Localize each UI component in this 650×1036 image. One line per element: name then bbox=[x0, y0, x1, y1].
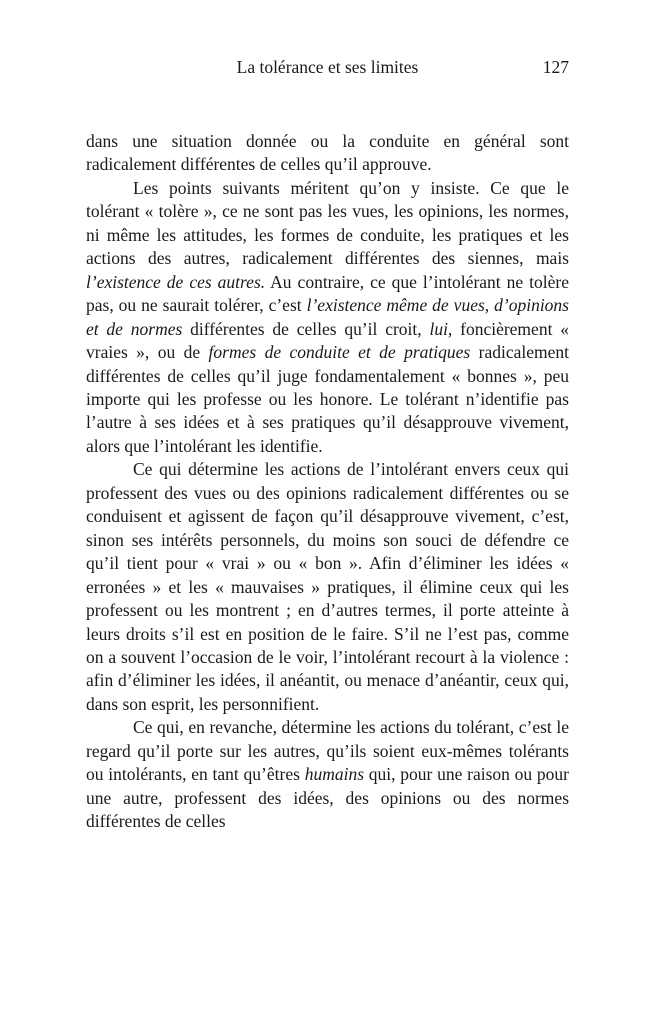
text-run: qui, pour une raison ou pour une autre, professent des idées, des opinions ou des normes différentes de celles bbox=[86, 764, 569, 832]
text-run: différentes de celles qu’il croit, bbox=[182, 318, 430, 339]
italic-run: humains bbox=[304, 764, 364, 785]
running-header bbox=[86, 57, 569, 81]
text-run: Ce qui détermine les actions de l’intolérant envers ceux qui professent des vues ou des opinions radicalement différentes ou se conduisent et agissent de façon qu’il désapprouve vivement, c’est, sinon ses intérêts personnels, du moins son souci de défendre ce qu’il tient pour « vrai » ou « bon ». Afin d’éliminer les idées « erronées » et les « mauvaises » pratiques, il élimine ceux qui les professent ou les montrent ; en d’autres termes, il porte atteinte à leurs droits s’il est en position de le faire. S’il ne l’est pas, comme on a souvent l’occasion de le voir, l’intolérant recourt à la violence : afin d’éliminer les idées, il anéantit, ou menace d’anéantir, ceux qui, dans son esprit, les personnifient. bbox=[86, 459, 569, 714]
italic-run: l’existence de ces autres. bbox=[86, 271, 266, 292]
text-run: radicalement différentes de celles qu’il juge fondamentalement « bonnes », peu importe qui les professe ou les honore. Le tolérant n’identifie pas l’autre à ses idées et à ses pratiques qu’il désapprouve vivement, alors que l’intolérant les identifie. bbox=[86, 342, 569, 456]
running-title: La tolérance et ses limites bbox=[236, 57, 419, 77]
italic-run: lui, bbox=[429, 318, 453, 339]
italic-run: formes de conduite et de pratiques bbox=[208, 342, 471, 363]
paragraph-2 bbox=[86, 177, 569, 458]
text-run: Les points suivants méritent qu’on y insiste. Ce que le tolérant « tolère », ce ne sont pas les vues, les opinions, les normes, ni même les attitudes, les formes de conduite, les pratiques et les actions des autres, radicalement différentes des siennes, mais bbox=[86, 177, 569, 269]
text-run: Ce qui, en revanche, détermine les actions du tolérant, c’est le regard qu’il porte sur les autres, qu’ils soient eux-mêmes tolérants ou intolérants, en tant qu’êtres bbox=[86, 717, 569, 785]
paragraph-1 bbox=[86, 130, 569, 177]
paragraph-4 bbox=[86, 716, 569, 833]
text-run: dans une situation donnée ou la conduite en général sont radicalement différentes de celles qu’il approuve. bbox=[86, 131, 569, 175]
text-run: Au contraire, ce que l’intolérant ne tolère pas, ou ne saurait tolérer, c’est bbox=[86, 271, 569, 316]
page-number: 127 bbox=[542, 57, 569, 77]
paragraph-3 bbox=[86, 458, 569, 716]
italic-run: l’existence même de vues, d’opinions et de normes bbox=[86, 295, 569, 339]
body-text bbox=[86, 130, 569, 834]
text-run: foncièrement « vraies », ou de bbox=[86, 318, 569, 363]
